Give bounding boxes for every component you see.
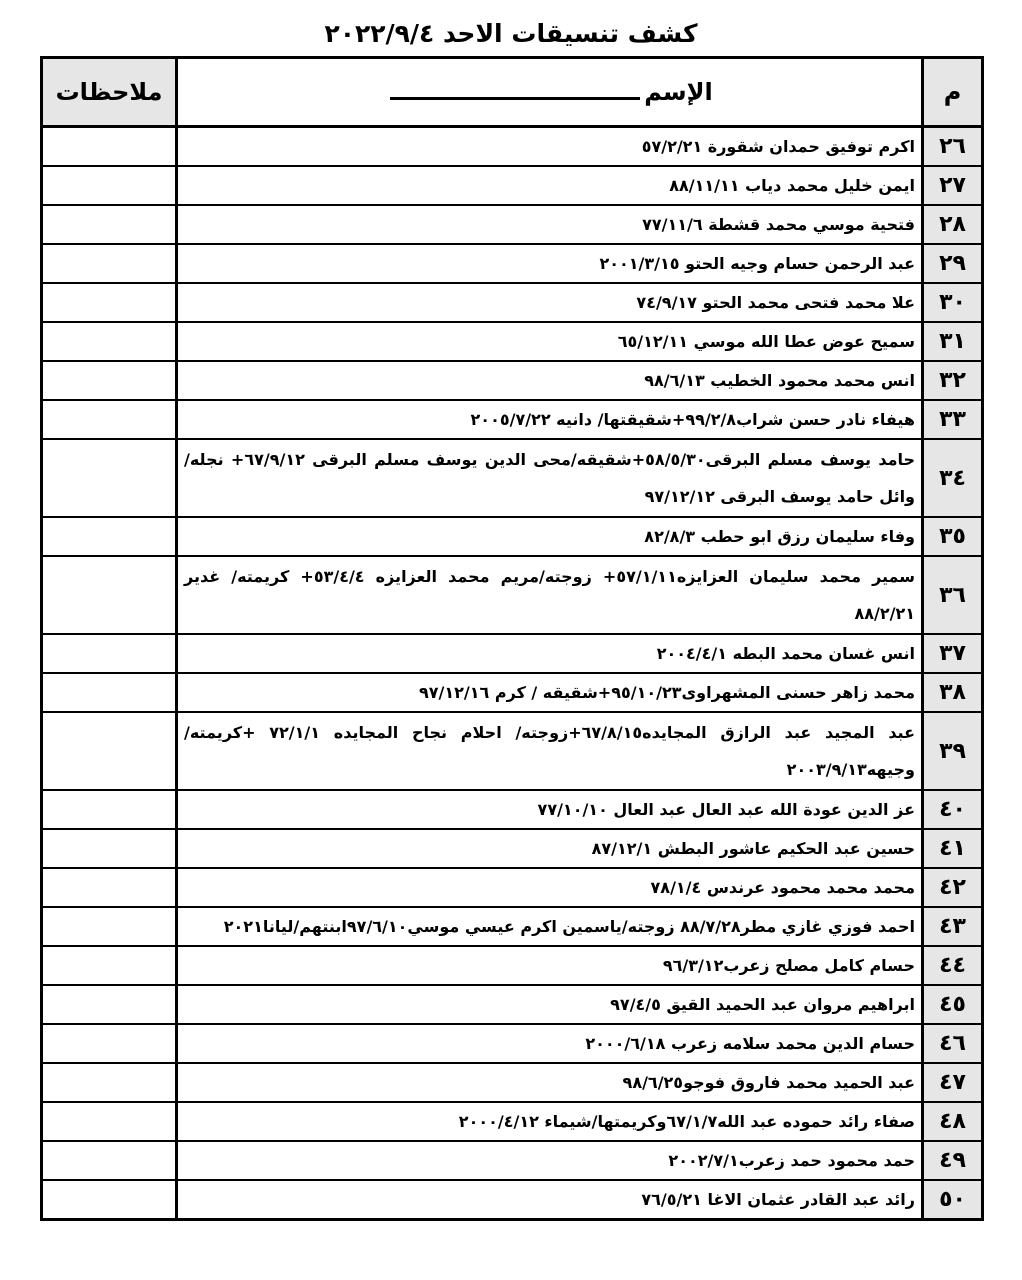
header-name — [175, 59, 921, 125]
table-row — [43, 1064, 981, 1103]
row-notes — [43, 1025, 175, 1062]
table-row — [43, 713, 981, 791]
row-name: فتحية موسي محمد قشطة ٧٧/١١/٦ — [175, 206, 921, 243]
header-notes: ملاحظات — [43, 59, 175, 125]
row-number: ٣٩ — [921, 713, 981, 789]
row-number: ٤٤ — [921, 947, 981, 984]
row-number: ٥٠ — [921, 1181, 981, 1218]
row-number: ٤٠ — [921, 791, 981, 828]
table-row — [43, 245, 981, 284]
row-notes — [43, 713, 175, 789]
row-name: علا محمد فتحى محمد الحتو ٧٤/٩/١٧ — [175, 284, 921, 321]
row-notes — [43, 557, 175, 633]
row-notes — [43, 362, 175, 399]
table-row — [43, 1103, 981, 1142]
row-name: عبد الحميد محمد فاروق فوجو٩٨/٦/٢٥ — [175, 1064, 921, 1101]
row-name: حسام كامل مصلح زعرب٩٦/٣/١٢ — [175, 947, 921, 984]
header-underline-decoration — [390, 97, 640, 100]
row-name: صفاء رائد حموده عبد الله٦٧/١/٧وكريمتها/شيماء ٢٠٠٠/٤/١٢ — [175, 1103, 921, 1140]
row-name: محمد زاهر حسنى المشهراوى٩٥/١٠/٢٣+شقيقه / كرم ٩٧/١٢/١٦ — [175, 674, 921, 711]
row-notes — [43, 128, 175, 165]
table-header — [43, 59, 981, 128]
row-notes — [43, 518, 175, 555]
table-row — [43, 635, 981, 674]
table-row — [43, 167, 981, 206]
table-row — [43, 1025, 981, 1064]
row-name: انس غسان محمد البطه ٢٠٠٤/٤/١ — [175, 635, 921, 672]
table-row — [43, 908, 981, 947]
table-row — [43, 830, 981, 869]
row-name: حسام الدين محمد سلامه زعرب ٢٠٠٠/٦/١٨ — [175, 1025, 921, 1062]
row-name: سميح عوض عطا الله موسي ٦٥/١٢/١١ — [175, 323, 921, 360]
row-name: محمد محمد محمود عرندس ٧٨/١/٤ — [175, 869, 921, 906]
row-name: رائد عبد القادر عثمان الاغا ٧٦/٥/٢١ — [175, 1181, 921, 1218]
row-number: ٢٧ — [921, 167, 981, 204]
page-title: كشف تنسيقات الاحد ٢٠٢٢/٩/٤ — [324, 19, 698, 48]
row-number: ٢٩ — [921, 245, 981, 282]
table-row — [43, 323, 981, 362]
table-row — [43, 401, 981, 440]
row-number: ٣٠ — [921, 284, 981, 321]
row-notes — [43, 167, 175, 204]
row-number: ٢٨ — [921, 206, 981, 243]
table-row — [43, 791, 981, 830]
table-row — [43, 947, 981, 986]
table-row — [43, 1181, 981, 1218]
row-name: عبد المجيد عبد الرازق المجايده٦٧/٨/١٥+زوجته/ احلام نجاح المجايده ٧٢/١/١ +كريمته/ وجيهه٢٠٠٣/٩/١٣ — [175, 713, 921, 789]
row-notes — [43, 284, 175, 321]
row-notes — [43, 440, 175, 516]
row-notes — [43, 1142, 175, 1179]
row-number: ٤٢ — [921, 869, 981, 906]
row-notes — [43, 947, 175, 984]
row-notes — [43, 869, 175, 906]
row-name: حسين عبد الحكيم عاشور البطش ٨٧/١٢/١ — [175, 830, 921, 867]
row-name: وفاء سليمان رزق ابو حطب ٨٢/٨/٣ — [175, 518, 921, 555]
row-number: ٣٦ — [921, 557, 981, 633]
row-number: ٣٨ — [921, 674, 981, 711]
row-number: ٤٩ — [921, 1142, 981, 1179]
row-name: هيفاء نادر حسن شراب٩٩/٢/٨+شقيقتها/ دانيه ٢٠٠٥/٧/٢٢ — [175, 401, 921, 438]
row-name: سمير محمد سليمان العزايزه٥٧/١/١١+ زوجته/مريم محمد العزايزه ٥٣/٤/٤+ كريمته/ غدير ٨٨/٢/٢١ — [175, 557, 921, 633]
table-row — [43, 674, 981, 713]
table-row — [43, 284, 981, 323]
row-number: ٤٣ — [921, 908, 981, 945]
row-notes — [43, 791, 175, 828]
row-notes — [43, 401, 175, 438]
table-row — [43, 440, 981, 518]
header-number: م — [921, 59, 981, 125]
row-notes — [43, 1103, 175, 1140]
row-name: اكرم توفيق حمدان شقورة ٥٧/٢/٢١ — [175, 128, 921, 165]
row-number: ٢٦ — [921, 128, 981, 165]
row-number: ٣٤ — [921, 440, 981, 516]
table-row — [43, 206, 981, 245]
row-number: ٤٥ — [921, 986, 981, 1023]
row-number: ٣٥ — [921, 518, 981, 555]
table-row — [43, 986, 981, 1025]
row-notes — [43, 986, 175, 1023]
table-row — [43, 557, 981, 635]
table-row — [43, 1142, 981, 1181]
row-name: حمد محمود حمد زعرب٢٠٠٢/٧/١ — [175, 1142, 921, 1179]
row-notes — [43, 635, 175, 672]
row-name: ابراهيم مروان عبد الحميد القيق ٩٧/٤/٥ — [175, 986, 921, 1023]
row-name: عبد الرحمن حسام وجيه الحتو ٢٠٠١/٣/١٥ — [175, 245, 921, 282]
table-body — [43, 128, 981, 1218]
table-row — [43, 518, 981, 557]
row-name: عز الدين عودة الله عبد العال عبد العال ٧٧/١٠/١٠ — [175, 791, 921, 828]
row-number: ٣١ — [921, 323, 981, 360]
row-name: ايمن خليل محمد دياب ٨٨/١١/١١ — [175, 167, 921, 204]
row-notes — [43, 323, 175, 360]
table-row — [43, 128, 981, 167]
header-name-text: الإسم — [644, 78, 713, 106]
row-notes — [43, 908, 175, 945]
row-number: ٤٧ — [921, 1064, 981, 1101]
row-notes — [43, 674, 175, 711]
row-number: ٤١ — [921, 830, 981, 867]
row-number: ٤٦ — [921, 1025, 981, 1062]
row-notes — [43, 830, 175, 867]
row-number: ٣٧ — [921, 635, 981, 672]
row-notes — [43, 1181, 175, 1218]
row-notes — [43, 206, 175, 243]
row-notes — [43, 1064, 175, 1101]
row-number: ٣٢ — [921, 362, 981, 399]
table-row — [43, 362, 981, 401]
table-row — [43, 869, 981, 908]
row-notes — [43, 245, 175, 282]
header-name-label — [386, 78, 713, 106]
row-number: ٣٣ — [921, 401, 981, 438]
row-name: حامد يوسف مسلم البرقى٥٨/٥/٣٠+شقيقه/محى الدين يوسف مسلم البرقى ٦٧/٩/١٢+ نجله/ وائل حامد يوسف البرقى ٩٧/١٢/١٢ — [175, 440, 921, 516]
row-number: ٤٨ — [921, 1103, 981, 1140]
coordination-table — [40, 56, 984, 1221]
row-name: احمد فوزي غازي مطر٨٨/٧/٢٨ زوجته/ياسمين اكرم عيسي موسي٩٧/٦/١٠ابنتهم/ليانا٢٠٢١ — [175, 908, 921, 945]
row-name: انس محمد محمود الخطيب ٩٨/٦/١٣ — [175, 362, 921, 399]
